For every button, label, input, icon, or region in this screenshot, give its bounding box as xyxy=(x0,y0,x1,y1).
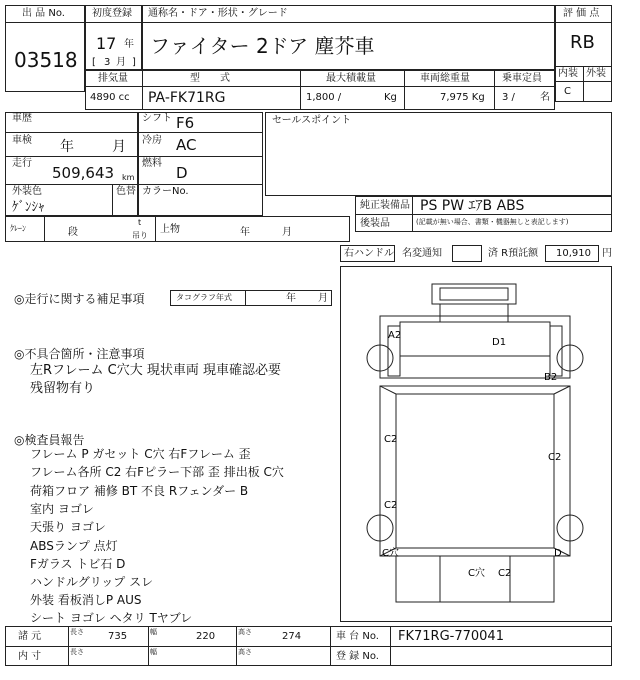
sales-point-label: セールスポイント xyxy=(272,115,352,126)
capacity-label: 乗車定員 xyxy=(502,73,542,84)
model-label: 型 式 xyxy=(190,73,230,84)
gross-weight: 7,975 Kg xyxy=(440,92,485,103)
mileage: 509,643 xyxy=(52,164,115,182)
width: 220 xyxy=(196,631,216,642)
rhd-label: 右ハンドル xyxy=(344,248,394,259)
aftermarket-label: 後装品 xyxy=(360,218,390,229)
inspector-line-1: フレーム P ガセット C穴 右Fフレーム 歪 xyxy=(30,447,251,461)
upper-year-unit: 年 xyxy=(240,227,250,238)
dims-label: 諸 元 xyxy=(18,631,42,642)
width-label: 幅 xyxy=(150,628,157,636)
inspector-line-3: 荷箱フロア 補修 BT 不良 Rフェンダー B xyxy=(30,484,249,498)
history-label: 車歴 xyxy=(12,113,32,124)
fuel-label: 燃料 xyxy=(142,158,162,169)
reg-year: 17 xyxy=(96,34,117,53)
damage-mark-c2-left: C2 xyxy=(384,434,398,445)
inspector-line-6: ABSランプ 点灯 xyxy=(30,539,118,553)
exterior-color-label: 外装色 xyxy=(12,186,42,197)
crane-stage-unit: 段 xyxy=(68,227,78,238)
grade-label: 評 価 点 xyxy=(563,8,600,19)
recycle-label: 済 R預託额 xyxy=(488,248,539,259)
chassis-label: 車 台 No. xyxy=(336,631,379,642)
driving-title: ◎走行に関する補足事項 xyxy=(14,292,145,306)
inspection-year-unit: 年 xyxy=(60,139,74,155)
length: 735 xyxy=(108,631,128,642)
height-label: 高さ xyxy=(238,628,252,636)
damage-mark-a2: A2 xyxy=(388,330,402,341)
inspection-month-unit: 月 xyxy=(112,139,126,155)
capacity-unit: 名 xyxy=(540,92,550,103)
car-name: ファイター 2ドア 塵芥車 xyxy=(150,34,375,58)
upper-month-unit: 月 xyxy=(282,227,292,238)
reg-year-unit: 年 xyxy=(124,39,134,50)
reg-no-label: 登 録 No. xyxy=(336,651,379,662)
length-label: 長さ xyxy=(70,628,84,636)
max-load: 1,800 / xyxy=(306,92,342,103)
max-load-label: 最大積載量 xyxy=(326,73,376,84)
interior-grade: C xyxy=(564,86,571,97)
i-height-label: 高さ xyxy=(238,648,252,656)
damage-mark-d-right: D xyxy=(554,548,562,559)
damage-mark-b2: B2 xyxy=(544,372,558,383)
model: PA-FK71RG xyxy=(148,90,226,106)
name-change-label: 名変通知 xyxy=(402,248,442,259)
grade-value: RB xyxy=(570,32,595,53)
ac-label: 冷房 xyxy=(142,135,162,146)
inspector-line-9: 外装 看板消しP AUS xyxy=(30,593,142,607)
displacement: 4890 cc xyxy=(90,92,130,103)
equipment-label: 純正装備品 xyxy=(360,200,410,211)
inspector-line-5: 天張り ヨゴレ xyxy=(30,520,106,534)
i-width-label: 幅 xyxy=(150,648,157,656)
inspector-title: ◎検査員報告 xyxy=(14,433,85,447)
damage-mark-c2-rear: C2 xyxy=(498,568,512,579)
aftermarket-note: (記載が無い場合、書類・機器無しと表記します) xyxy=(416,218,569,226)
tacho-label: タコグラフ年式 xyxy=(176,293,232,302)
interior-dims-label: 内 寸 xyxy=(18,651,42,662)
reg-month-close: ] xyxy=(132,57,136,68)
color-no-label: 色替 xyxy=(116,186,136,197)
inspector-line-10: シート ヨゴレ ヘタリ Tヤブレ xyxy=(30,611,193,625)
tacho-month-unit: 月 xyxy=(318,293,328,304)
exterior-label: 外装 xyxy=(586,68,606,79)
tacho-year-unit: 年 xyxy=(286,293,296,304)
interior-label: 内装 xyxy=(558,68,578,79)
crane-t: t xyxy=(138,218,142,227)
damage-mark-c-hole-rear: C穴 xyxy=(468,568,485,579)
recycle-amount: 10,910 xyxy=(556,248,591,259)
damage-mark-d1: D1 xyxy=(492,337,507,348)
inspector-line-2: フレーム各所 C2 右Fピラー下部 歪 排出板 C穴 xyxy=(30,465,284,479)
color-code-label: カラーNo. xyxy=(142,186,189,197)
max-load-unit: Kg xyxy=(384,92,397,103)
defect-line-1: 左Rフレーム C穴大 現状車両 現車確認必要 xyxy=(30,363,281,378)
lot-no: 03518 xyxy=(14,48,78,72)
damage-mark-c2-left-lower: C2 xyxy=(384,500,398,511)
crane-lift: 吊り xyxy=(132,231,148,240)
mileage-unit: km xyxy=(122,173,135,182)
height: 274 xyxy=(282,631,302,642)
fuel: D xyxy=(176,164,188,182)
defects-title: ◎不具合箇所・注意事項 xyxy=(14,347,145,361)
damage-mark-c-hole-left: C穴 xyxy=(382,548,399,559)
reg-month-unit: 月 xyxy=(116,57,126,68)
damage-mark-c2-right: C2 xyxy=(548,452,562,463)
inspection-label: 車検 xyxy=(12,135,32,146)
reg-month-open: [ xyxy=(92,57,96,68)
capacity: 3 / xyxy=(502,92,515,103)
exterior-color: ｹﾞﾝｼｬ xyxy=(12,200,45,215)
first-reg-label: 初度登録 xyxy=(92,8,132,19)
ac: AC xyxy=(176,136,197,154)
name-change-box xyxy=(452,245,482,262)
shift: F6 xyxy=(176,114,195,132)
chassis: FK71RG-770041 xyxy=(398,629,504,644)
equipment: PS PW ｴｱB ABS xyxy=(420,198,525,214)
lot-no-label: 出 品 No. xyxy=(22,8,65,19)
inspector-line-7: Fガラス トビ石 D xyxy=(30,557,126,571)
name-label: 通称名・ドア・形状・グレード xyxy=(148,8,288,19)
recycle-unit: 円 xyxy=(602,248,612,259)
defect-line-2: 残留物有り xyxy=(30,381,96,396)
crane-label: ｸﾚｰﾝ xyxy=(10,224,26,233)
truck-diagram xyxy=(340,266,612,622)
shift-label: シフト xyxy=(142,113,172,124)
i-length-label: 長さ xyxy=(70,648,84,656)
inspector-line-8: ハンドルグリップ スレ xyxy=(30,575,154,589)
gross-weight-label: 車両総重量 xyxy=(420,73,470,84)
upper-label: 上物 xyxy=(160,224,180,235)
mileage-label: 走行 xyxy=(12,158,32,169)
displacement-label: 排気量 xyxy=(98,73,128,84)
reg-month: 3 xyxy=(104,57,111,68)
inspector-line-4: 室内 ヨゴレ xyxy=(30,502,94,516)
